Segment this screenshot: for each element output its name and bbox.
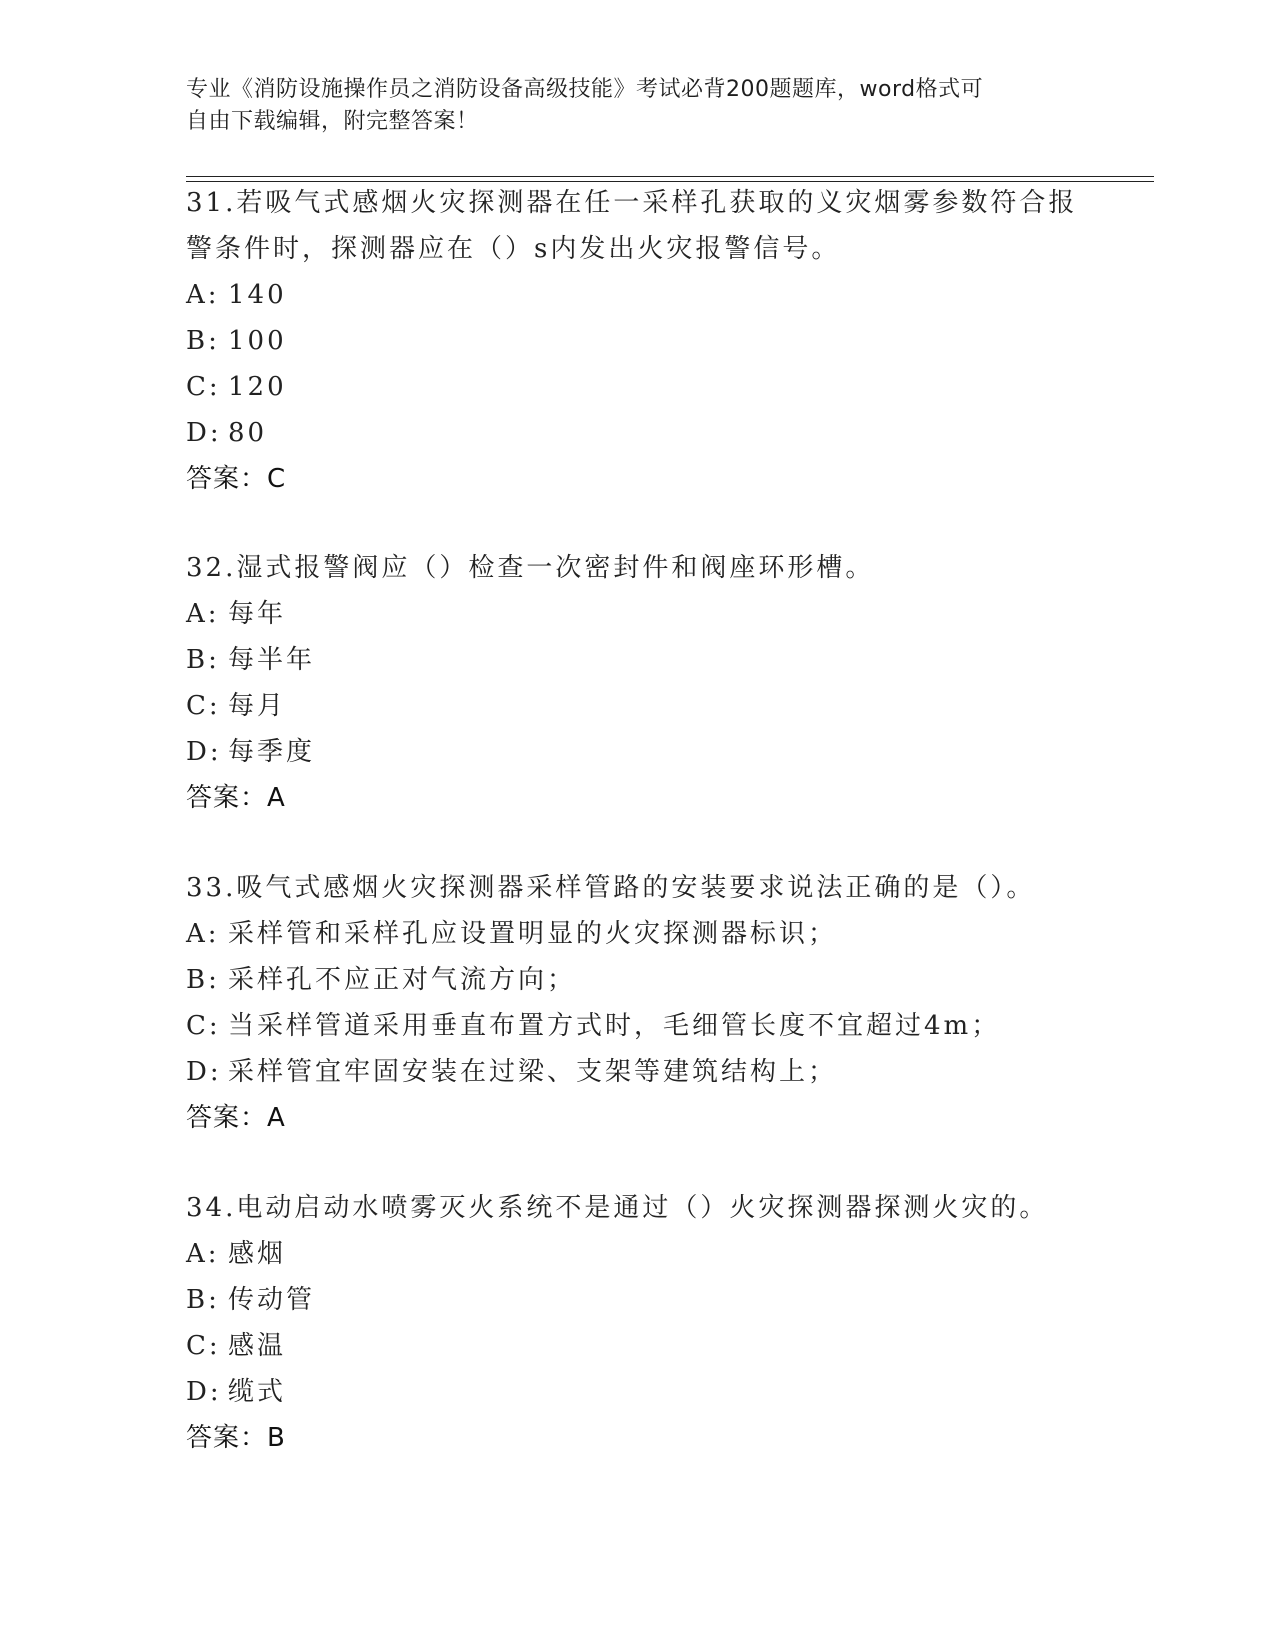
option-text: 100 bbox=[228, 326, 287, 356]
option-d bbox=[186, 1049, 1086, 1095]
question-stem bbox=[186, 180, 1086, 272]
option-label: A: bbox=[186, 599, 220, 629]
option-text: 传动管 bbox=[228, 1285, 316, 1315]
question-stem bbox=[186, 865, 1086, 911]
option-label: B: bbox=[186, 1285, 220, 1315]
question-line: 32.湿式报警阀应（）检查一次密封件和阀座环形槽。 bbox=[186, 553, 875, 583]
option-text: 80 bbox=[228, 418, 268, 448]
option-a bbox=[186, 1231, 1086, 1277]
question-line: 31.若吸气式感烟火灾探测器在任一采样孔获取的义灾烟雾参数符合报 bbox=[186, 188, 1078, 218]
option-label: D: bbox=[186, 1057, 222, 1087]
option-label: B: bbox=[186, 965, 220, 995]
question-34 bbox=[186, 1185, 1086, 1461]
option-label: C: bbox=[186, 691, 221, 721]
option-label: D: bbox=[186, 1377, 222, 1407]
option-c bbox=[186, 364, 1086, 410]
option-b bbox=[186, 637, 1086, 683]
option-a bbox=[186, 591, 1086, 637]
option-text: 感烟 bbox=[228, 1239, 287, 1269]
question-line: 警条件时，探测器应在（）s内发出火灾报警信号。 bbox=[186, 234, 841, 264]
option-label: B: bbox=[186, 326, 220, 356]
option-b bbox=[186, 957, 1086, 1003]
option-b bbox=[186, 1277, 1086, 1323]
header-line-1: 专业《消防设施操作员之消防设备高级技能》考试必背200题题库，word格式可 bbox=[186, 77, 984, 102]
option-text: 采样管和采样孔应设置明显的火灾探测器标识； bbox=[228, 919, 838, 949]
header-divider-top bbox=[186, 176, 1154, 177]
option-label: A: bbox=[186, 280, 220, 310]
answer-text: 答案：A bbox=[186, 783, 286, 813]
question-stem bbox=[186, 1185, 1086, 1231]
option-c bbox=[186, 1003, 1086, 1049]
option-text: 感温 bbox=[228, 1331, 287, 1361]
question-32 bbox=[186, 545, 1086, 821]
question-line: 34.电动启动水喷雾灭火系统不是通过（）火灾探测器探测火灾的。 bbox=[186, 1193, 1049, 1223]
option-label: C: bbox=[186, 372, 221, 402]
question-line: 33.吸气式感烟火灾探测器采样管路的安装要求说法正确的是（）。 bbox=[186, 873, 1036, 903]
option-d bbox=[186, 729, 1086, 775]
option-label: C: bbox=[186, 1331, 221, 1361]
document-header bbox=[186, 74, 1086, 138]
option-text: 每半年 bbox=[228, 645, 316, 675]
question-stem bbox=[186, 545, 1086, 591]
option-label: D: bbox=[186, 418, 222, 448]
option-b bbox=[186, 318, 1086, 364]
option-text: 采样孔不应正对气流方向； bbox=[228, 965, 577, 995]
option-text: 每月 bbox=[228, 691, 287, 721]
option-text: 当采样管道采用垂直布置方式时，毛细管长度不宜超过4m； bbox=[228, 1011, 1001, 1041]
option-text: 每季度 bbox=[228, 737, 316, 767]
option-text: 采样管宜牢固安装在过梁、支架等建筑结构上； bbox=[228, 1057, 838, 1087]
option-label: A: bbox=[186, 1239, 220, 1269]
option-a bbox=[186, 911, 1086, 957]
answer-text: 答案：C bbox=[186, 464, 287, 494]
header-line-2: 自由下载编辑，附完整答案！ bbox=[186, 109, 479, 134]
option-label: B: bbox=[186, 645, 220, 675]
option-text: 120 bbox=[228, 372, 287, 402]
option-text: 缆式 bbox=[228, 1377, 287, 1407]
option-label: D: bbox=[186, 737, 222, 767]
option-text: 每年 bbox=[228, 599, 287, 629]
option-d bbox=[186, 1369, 1086, 1415]
option-label: A: bbox=[186, 919, 220, 949]
option-c bbox=[186, 683, 1086, 729]
option-a bbox=[186, 272, 1086, 318]
option-d bbox=[186, 410, 1086, 456]
option-label: C: bbox=[186, 1011, 221, 1041]
question-31 bbox=[186, 180, 1086, 502]
option-c bbox=[186, 1323, 1086, 1369]
option-text: 140 bbox=[228, 280, 287, 310]
question-33 bbox=[186, 865, 1086, 1141]
answer-text: 答案：A bbox=[186, 1103, 286, 1133]
answer-text: 答案：B bbox=[186, 1423, 286, 1453]
